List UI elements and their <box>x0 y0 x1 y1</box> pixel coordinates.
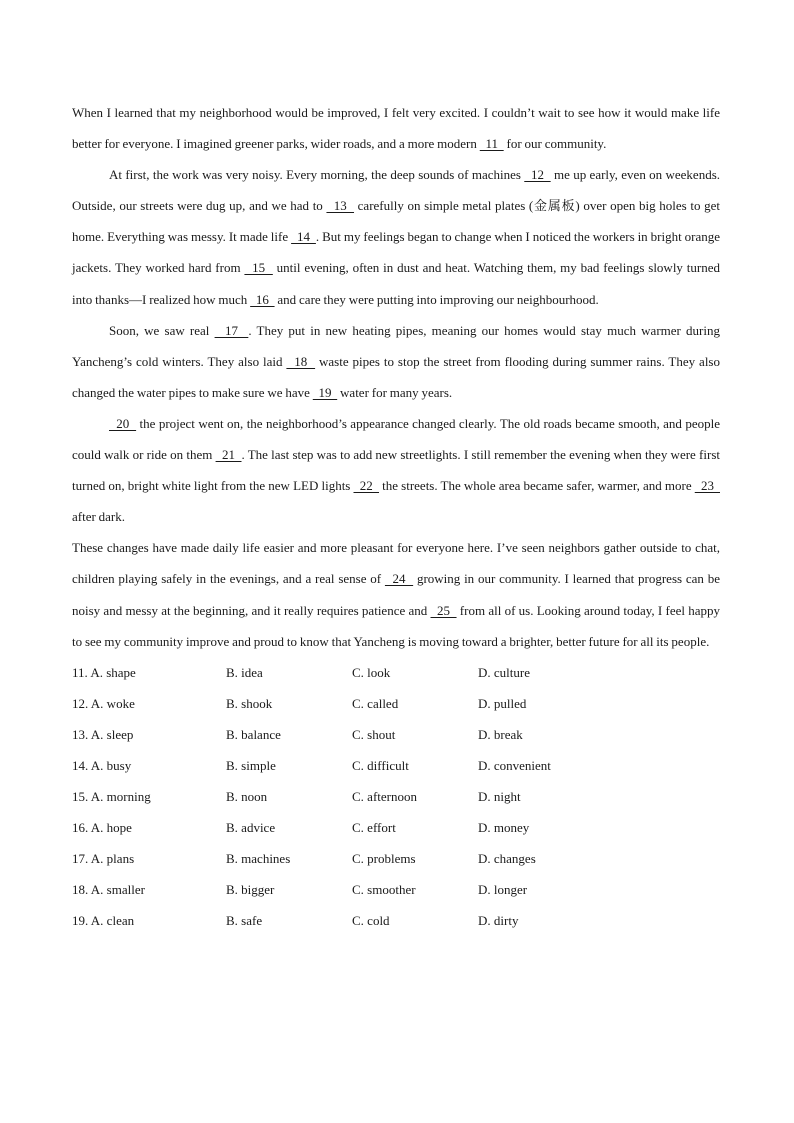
option-d[interactable]: D. pulled <box>478 695 527 711</box>
answer-blank[interactable]: 13 <box>326 198 355 214</box>
passage-text: Soon, we saw real <box>109 322 215 338</box>
option-b[interactable]: B. safe <box>226 913 263 929</box>
answer-options <box>72 657 720 937</box>
question-number: 19. <box>72 913 89 929</box>
passage-text: . But my feelings began to change when I noticed the workers in bright orange jackets. They worked hard from <box>72 229 721 276</box>
option-c[interactable]: C. smoother <box>352 882 416 898</box>
option-b[interactable]: B. advice <box>226 820 276 836</box>
answer-blank[interactable]: 18 <box>286 353 316 369</box>
option-a[interactable] <box>72 812 226 843</box>
question-row <box>72 905 720 936</box>
option-d[interactable]: D. changes <box>478 851 536 867</box>
passage-text: growing in our community. I learned that progress can be noisy and messy at the beginning, and it really requires patience and <box>72 571 720 618</box>
passage-paragraph <box>72 532 720 656</box>
passage-text: from all of us. Looking around today, I feel happy to see my community improve and proud to know that Yancheng is moving toward a brighter, better future for all its people. <box>72 602 721 649</box>
option-c[interactable]: C. problems <box>352 851 416 867</box>
question-number: 11. <box>72 664 88 680</box>
exam-page <box>72 97 720 937</box>
question-number: 15. <box>72 789 89 805</box>
option-b[interactable]: B. bigger <box>226 882 275 898</box>
passage-paragraph <box>72 408 720 532</box>
option-a[interactable] <box>72 905 226 936</box>
option-b[interactable]: B. shook <box>226 695 273 711</box>
question-number: 16. <box>72 820 89 836</box>
option-c[interactable]: C. effort <box>352 820 396 836</box>
option-d[interactable]: D. convenient <box>478 757 551 773</box>
option-a-text: A. hope <box>90 820 132 836</box>
question-row <box>72 874 720 905</box>
option-a[interactable] <box>72 874 226 905</box>
answer-blank[interactable]: 21 <box>215 447 242 463</box>
option-d[interactable]: D. night <box>478 789 521 805</box>
passage-text: . They put in new heating pipes, meaning our homes would stay much warmer during Yancheng’s cold winters. They also laid <box>72 322 720 369</box>
option-a[interactable] <box>72 781 226 812</box>
answer-blank[interactable]: 16 <box>250 291 275 307</box>
option-b[interactable]: B. simple <box>226 757 276 773</box>
answer-blank[interactable]: 20 <box>109 415 137 431</box>
answer-blank[interactable]: 24 <box>384 571 414 587</box>
option-c[interactable]: C. difficult <box>352 757 409 773</box>
question-number: 18. <box>72 882 89 898</box>
answer-blank[interactable]: 23 <box>694 478 720 494</box>
passage-text: for our community. <box>503 136 607 152</box>
cloze-passage <box>72 97 720 657</box>
option-b[interactable]: B. machines <box>226 851 291 867</box>
passage-text: waste pipes to stop the street from flooding during summer rains. They also changed the water pipes to make sure we have <box>72 353 720 400</box>
option-a-text: A. plans <box>90 851 135 867</box>
option-d[interactable]: D. break <box>478 726 523 742</box>
passage-text: . The last step was to add new streetlights. I still remember the evening when they were first turned on, bright white light from the new LED lights <box>72 447 720 494</box>
option-c[interactable]: C. shout <box>352 726 396 742</box>
option-b[interactable]: B. balance <box>226 726 281 742</box>
passage-text: the project went on, the neighborhood’s appearance changed clearly. The old roads became smooth, and people could walk or ride on them <box>72 415 720 463</box>
question-number: 17. <box>72 851 89 867</box>
passage-text: When I learned that my neighborhood would be improved, I felt very excited. I couldn’t wait to see how it would make life better for everyone. I imagined greener parks, wider roads, and a more modern <box>72 105 720 152</box>
passage-paragraph <box>72 315 720 408</box>
answer-blank[interactable]: 17 <box>214 322 249 338</box>
option-a-text: A. busy <box>90 757 132 773</box>
option-d[interactable]: D. money <box>478 820 530 836</box>
passage-text: At first, the work was very noisy. Every morning, the deep sounds of machines <box>109 167 525 183</box>
passage-text: water for many years. <box>337 384 453 400</box>
passage-paragraph <box>72 97 720 159</box>
question-row <box>72 719 720 750</box>
question-row <box>72 781 720 812</box>
passage-text: and care they were putting into improving our neighbourhood. <box>274 291 599 307</box>
question-row <box>72 657 720 688</box>
option-c[interactable]: C. look <box>352 664 391 680</box>
option-c[interactable]: C. cold <box>352 913 390 929</box>
passage-text: carefully on simple metal plates (金属板) over open big holes to get home. Everything was messy. It made life <box>72 198 720 245</box>
passage-text: the streets. The whole area became safer, warmer, and more <box>379 478 695 494</box>
option-a-text: A. clean <box>90 913 135 929</box>
option-a-text: A. morning <box>90 789 151 805</box>
question-row <box>72 688 720 719</box>
option-c[interactable]: C. called <box>352 695 399 711</box>
option-a[interactable] <box>72 750 226 781</box>
answer-blank[interactable]: 12 <box>524 167 551 183</box>
option-a-text: A. smaller <box>90 882 145 898</box>
answer-blank[interactable]: 22 <box>353 478 380 494</box>
option-a-text: A. shape <box>90 664 136 680</box>
passage-text: after dark. <box>72 509 126 525</box>
option-c[interactable]: C. afternoon <box>352 789 417 805</box>
option-b[interactable]: B. noon <box>226 789 268 805</box>
option-d[interactable]: D. culture <box>478 664 530 680</box>
option-d[interactable]: D. longer <box>478 882 528 898</box>
passage-text: These changes have made daily life easier and more pleasant for everyone here. I’ve seen neighbors gather outside to chat, children playing safely in the evenings, and a real sense of <box>72 540 720 587</box>
passage-text: until evening, often in dust and heat. Watching them, my bad feelings slowly turned into thanks—I realized how much <box>72 260 720 307</box>
option-a[interactable] <box>72 657 226 688</box>
answer-blank[interactable]: 11 <box>479 136 504 152</box>
option-a[interactable] <box>72 688 226 719</box>
passage-text: me up early, even on weekends. Outside, our streets were dug up, and we had to <box>72 167 721 214</box>
question-row <box>72 750 720 781</box>
option-a[interactable] <box>72 719 226 750</box>
option-a-text: A. sleep <box>90 726 134 742</box>
answer-blank[interactable]: 15 <box>244 260 273 276</box>
answer-blank[interactable]: 14 <box>291 229 316 245</box>
option-b[interactable]: B. idea <box>226 664 263 680</box>
question-number: 14. <box>72 757 89 773</box>
question-row <box>72 843 720 874</box>
answer-blank[interactable]: 19 <box>312 384 338 400</box>
option-d[interactable]: D. dirty <box>478 913 519 929</box>
question-number: 13. <box>72 726 89 742</box>
option-a-text: A. woke <box>90 695 135 711</box>
question-row <box>72 812 720 843</box>
option-a[interactable] <box>72 843 226 874</box>
question-number: 12. <box>72 695 89 711</box>
passage-paragraph <box>72 159 720 314</box>
answer-blank[interactable]: 25 <box>430 602 457 618</box>
